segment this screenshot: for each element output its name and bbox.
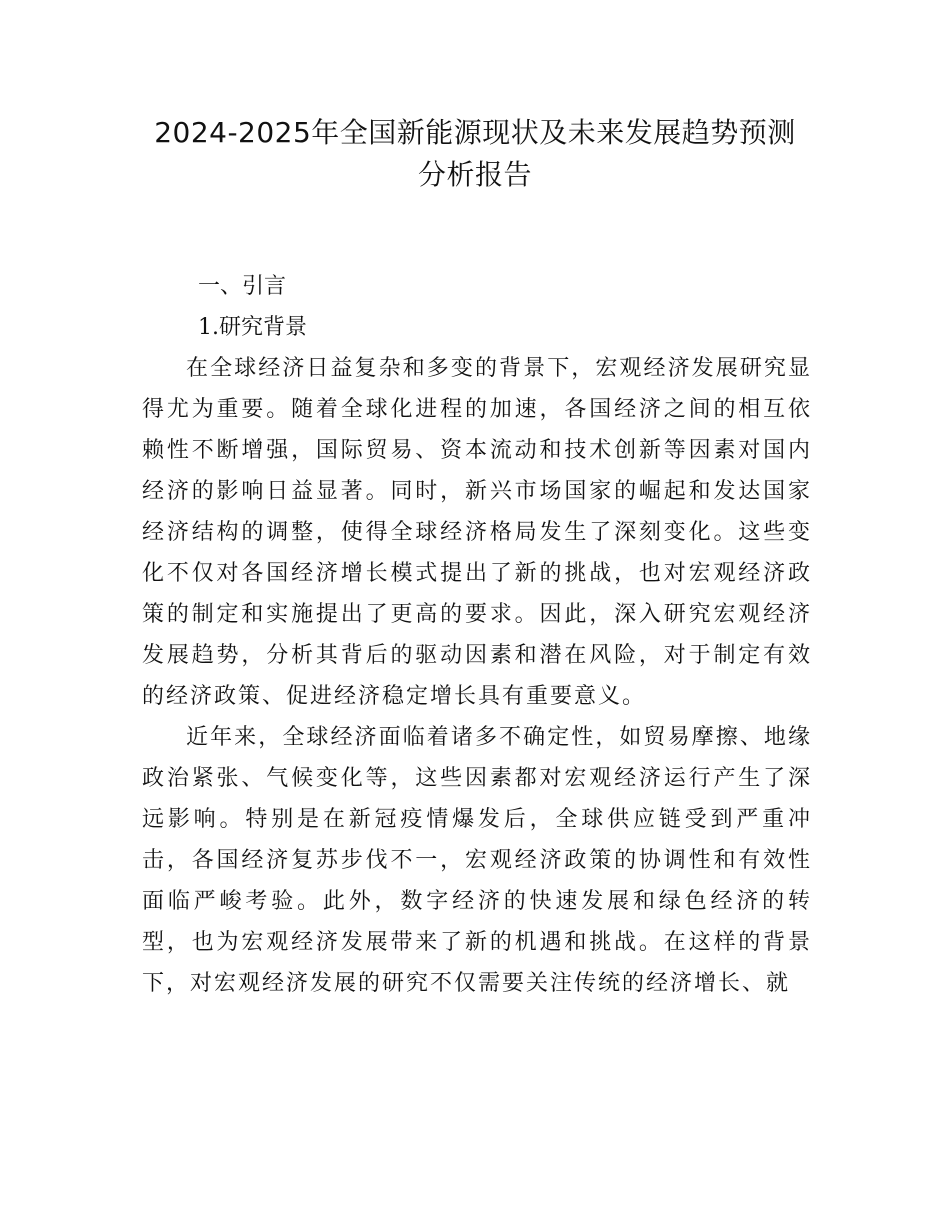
document-title: 2024-2025年全国新能源现状及未来发展趋势预测分析报告 bbox=[154, 116, 796, 191]
subsection-heading: 1.研究背景 bbox=[198, 315, 307, 340]
document-body bbox=[142, 266, 812, 1004]
paragraph-2: 近年来，全球经济面临着诸多不确定性，如贸易摩擦、地缘政治紧张、气候变化等，这些因素都对宏观经济运行产生了深远影响。特别是在新冠疫情爆发后，全球供应链受到严重冲击，各国经济复苏步伐不一，宏观经济政策的协调性和有效性面临严峻考验。此外，数字经济的快速发展和绿色经济的转型，也为宏观经济发展带来了新的机遇和挑战。在这样的背景下，对宏观经济发展的研究不仅需要关注传统的经济增长、就 bbox=[142, 725, 812, 996]
section-heading: 一、引言 bbox=[198, 274, 287, 299]
paragraph-1: 在全球经济日益复杂和多变的背景下，宏观经济发展研究显得尤为重要。随着全球化进程的加速，各国经济之间的相互依赖性不断增强，国际贸易、资本流动和技术创新等因素对国内经济的影响日益显著。同时，新兴市场国家的崛起和发达国家经济结构的调整，使得全球经济格局发生了深刻变化。这些变化不仅对各国经济增长模式提出了新的挑战，也对宏观经济政策的制定和实施提出了更高的要求。因此，深入研究宏观经济发展趋势，分析其背后的驱动因素和潜在风险，对于制定有效的经济政策、促进经济稳定增长具有重要意义。 bbox=[142, 356, 812, 709]
